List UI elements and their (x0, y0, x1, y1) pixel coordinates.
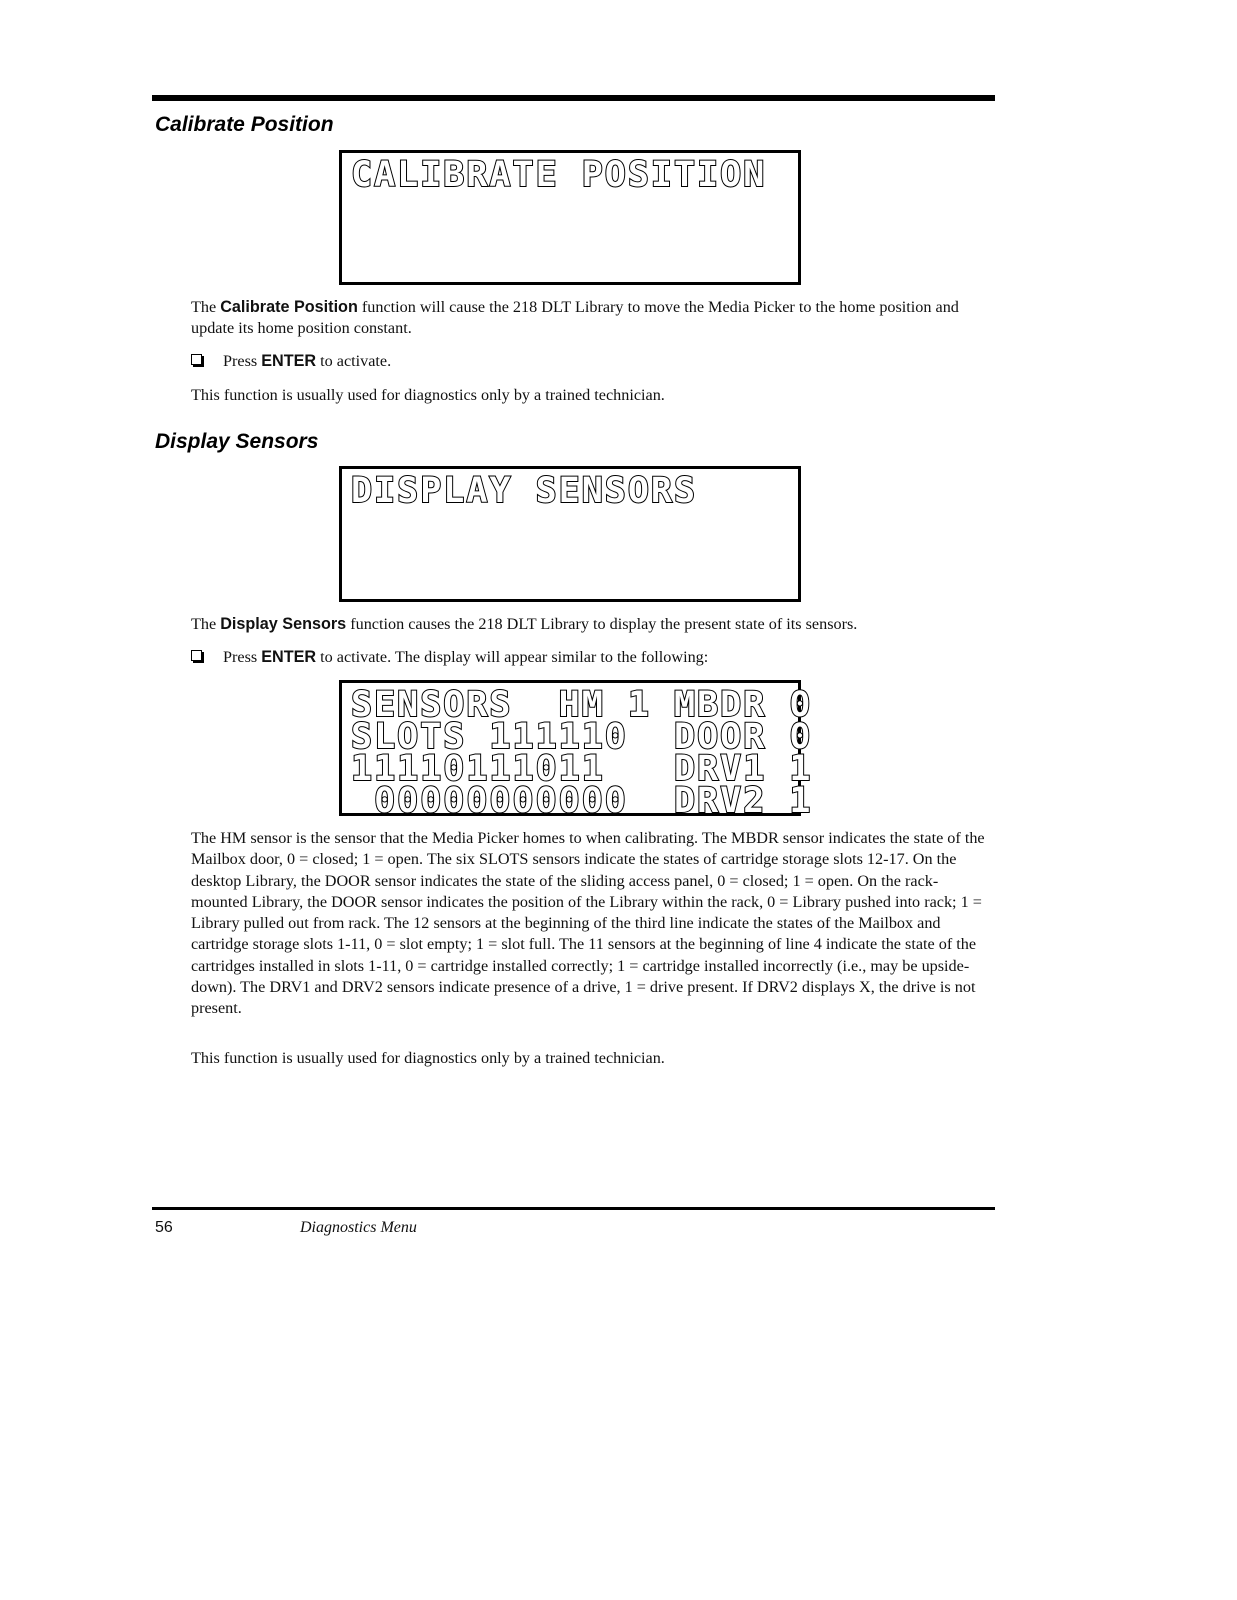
text-span: to activate. The display will appear similar to the following: (316, 648, 709, 666)
function-name: Display Sensors (220, 615, 347, 633)
enter-key-label: ENTER (261, 648, 317, 666)
lcd-line: DISPLAY SENSORS (351, 471, 698, 511)
calibrate-description (191, 297, 991, 340)
lcd-line: CALIBRATE POSITION (351, 155, 767, 195)
checkbox-bullet-icon (191, 650, 202, 661)
sensor-line: 11110111011 DRV1 1 (351, 749, 813, 789)
display-sensors-description (191, 614, 991, 635)
text-span: to activate. (316, 352, 392, 370)
sensor-line: SENSORS HM 1 MBDR 0 (351, 685, 813, 725)
sensor-line: SLOTS 111110 DOOR 0 (351, 717, 813, 757)
sensor-explanation: The HM sensor is the sensor that the Media Picker homes to when calibrating. The MBDR sensor indicates the state of the Mailbox door, 0 = closed; 1 = open. The six SLOTS sensors indicate the states of cartridge storage slots 12-17. On the desktop Library, the DOOR sensor indicates the state of the sliding access panel, 0 = closed; 1 = open. On the rack-mounted Library, the DOOR sensor indicates the position of the Library within the rack, 0 = Library pushed into rack; 1 = Library pulled out from rack. The 12 sensors at the beginning of the third line indicate the states of the Mailbox and cartridge storage slots 1-11, 0 = slot empty; 1 = slot full. The 11 sensors at the beginning of line 4 indicate the state of the cartridges installed in slots 1-11, 0 = cartridge installed correctly; 1 = cartridge installed incorrectly (i.e., may be upside-down). The DRV1 and DRV2 sensors indicate presence of a drive, 1 = drive present. If DRV2 displays X, the drive is not present. (191, 829, 985, 1018)
text-span: function will cause the 218 DLT Library to move the Media Picker to the home position and update its home position constant. (191, 298, 959, 338)
text-span: Press (223, 648, 262, 666)
enter-key-label: ENTER (261, 352, 317, 370)
checkbox-bullet-icon (191, 354, 202, 365)
heading-calibrate-position: Calibrate Position (155, 113, 334, 136)
calibrate-instruction (191, 351, 391, 372)
text-span: Press (223, 352, 262, 370)
lcd-sensor-readout (339, 680, 813, 821)
text-span: function causes the 218 DLT Library to display the present state of its sensors. (346, 615, 858, 633)
bottom-rule (152, 1207, 995, 1210)
lcd-line (351, 539, 798, 571)
footer-title: Diagnostics Menu (300, 1219, 417, 1236)
calibrate-note: This function is usually used for diagnostics only by a trained technician. (191, 386, 665, 404)
lcd-line (351, 191, 798, 223)
text-span: The (191, 298, 221, 316)
function-name: Calibrate Position (220, 298, 358, 316)
lcd-line (351, 223, 798, 255)
display-sensors-note: This function is usually used for diagnostics only by a trained technician. (191, 1049, 665, 1067)
lcd-line (351, 507, 798, 539)
sensor-line: 00000000000 DRV2 1 (351, 781, 813, 821)
lcd-calibrate-position (339, 150, 801, 285)
text-span: The (191, 615, 221, 633)
lcd-line (351, 255, 798, 287)
heading-display-sensors: Display Sensors (155, 430, 319, 453)
display-sensors-instruction (191, 647, 708, 668)
lcd-line (351, 571, 798, 603)
lcd-display-sensors (339, 466, 801, 602)
top-rule (152, 95, 995, 101)
page-number: 56 (155, 1219, 173, 1236)
